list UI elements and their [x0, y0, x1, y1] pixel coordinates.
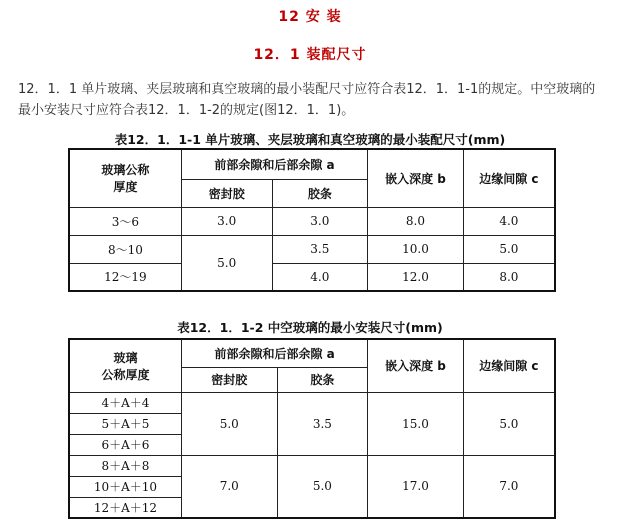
- table2: [68, 338, 556, 519]
- table2-header-depth: 嵌入深度 b: [368, 339, 464, 392]
- table2-cell-strip: 3.5: [277, 392, 368, 455]
- table2-cell-sealant: 5.0: [181, 392, 277, 455]
- paragraph-line-1: 12．1．1 单片玻璃、夹层玻璃和真空玻璃的最小装配尺寸应符合表12．1．1-1的规定。中空玻璃的: [18, 82, 596, 97]
- table2-cell-depth: 17.0: [368, 455, 464, 518]
- table2-cell-depth: 15.0: [368, 392, 464, 455]
- table2-cell-thickness: 8＋A＋8: [69, 455, 181, 476]
- table1-cell-depth: 8.0: [368, 207, 464, 235]
- table1-header-edge: 边缘间隙 c: [463, 149, 555, 207]
- table1-cell-sealant-merged: 5.0: [181, 235, 272, 291]
- table1-cell-edge: 8.0: [463, 263, 555, 291]
- table1-header-depth: 嵌入深度 b: [368, 149, 464, 207]
- table1-cell-strip: 3.5: [272, 235, 368, 263]
- table2-header-strip: 胶条: [277, 367, 368, 392]
- table2-header-edge: 边缘间隙 c: [463, 339, 555, 392]
- table2-cell-strip: 5.0: [277, 455, 368, 518]
- table2-cell-sealant: 7.0: [181, 455, 277, 518]
- table2-cell-thickness: 5＋A＋5: [69, 413, 181, 434]
- table1-header-thickness: 玻璃公称 厚度: [69, 149, 181, 207]
- table1-header-strip: 胶条: [272, 179, 368, 207]
- table2-cell-edge: 5.0: [463, 392, 555, 455]
- table1: [68, 148, 556, 292]
- table2-cell-edge: 7.0: [463, 455, 555, 518]
- table-row: [69, 263, 555, 291]
- table2-header-thickness: 玻璃 公称厚度: [69, 339, 181, 392]
- table2-header-sealant: 密封胶: [181, 367, 277, 392]
- table1-cell-depth: 12.0: [368, 263, 464, 291]
- table2-cell-thickness: 4＋A＋4: [69, 392, 181, 413]
- table-row: [69, 392, 555, 413]
- table1-cell-sealant: 3.0: [181, 207, 272, 235]
- table1-header-gap-group: 前部余隙和后部余隙 a: [181, 149, 367, 179]
- table2-cell-thickness: 6＋A＋6: [69, 434, 181, 455]
- table1-cell-depth: 10.0: [368, 235, 464, 263]
- table-row: [69, 207, 555, 235]
- table-row: [69, 455, 555, 476]
- table2-cell-thickness: 12＋A＋12: [69, 497, 181, 518]
- table1-cell-edge: 5.0: [463, 235, 555, 263]
- section-title: 12 安 装: [278, 9, 342, 25]
- table1-cell-strip: 3.0: [272, 207, 368, 235]
- table2-cell-thickness: 10＋A＋10: [69, 476, 181, 497]
- table1-cell-thickness: 3～6: [69, 207, 181, 235]
- table1-caption: 表12．1．1-1 单片玻璃、夹层玻璃和真空玻璃的最小装配尺寸(mm): [114, 132, 506, 147]
- table1-cell-edge: 4.0: [463, 207, 555, 235]
- intro-paragraph: [18, 79, 618, 121]
- table2-caption: 表12．1．1-2 中空玻璃的最小安装尺寸(mm): [177, 320, 443, 335]
- table1-cell-strip: 4.0: [272, 263, 368, 291]
- paragraph-line-2: 最小安装尺寸应符合表12．1．1-2的规定(图12．1．1)。: [18, 103, 355, 118]
- table1-header-sealant: 密封胶: [181, 179, 272, 207]
- subsection-title: 12．1 装配尺寸: [253, 47, 367, 63]
- table1-cell-thickness: 8～10: [69, 235, 181, 263]
- table2-header-gap-group: 前部余隙和后部余隙 a: [181, 339, 367, 367]
- table-row: [69, 235, 555, 263]
- table1-cell-thickness: 12～19: [69, 263, 181, 291]
